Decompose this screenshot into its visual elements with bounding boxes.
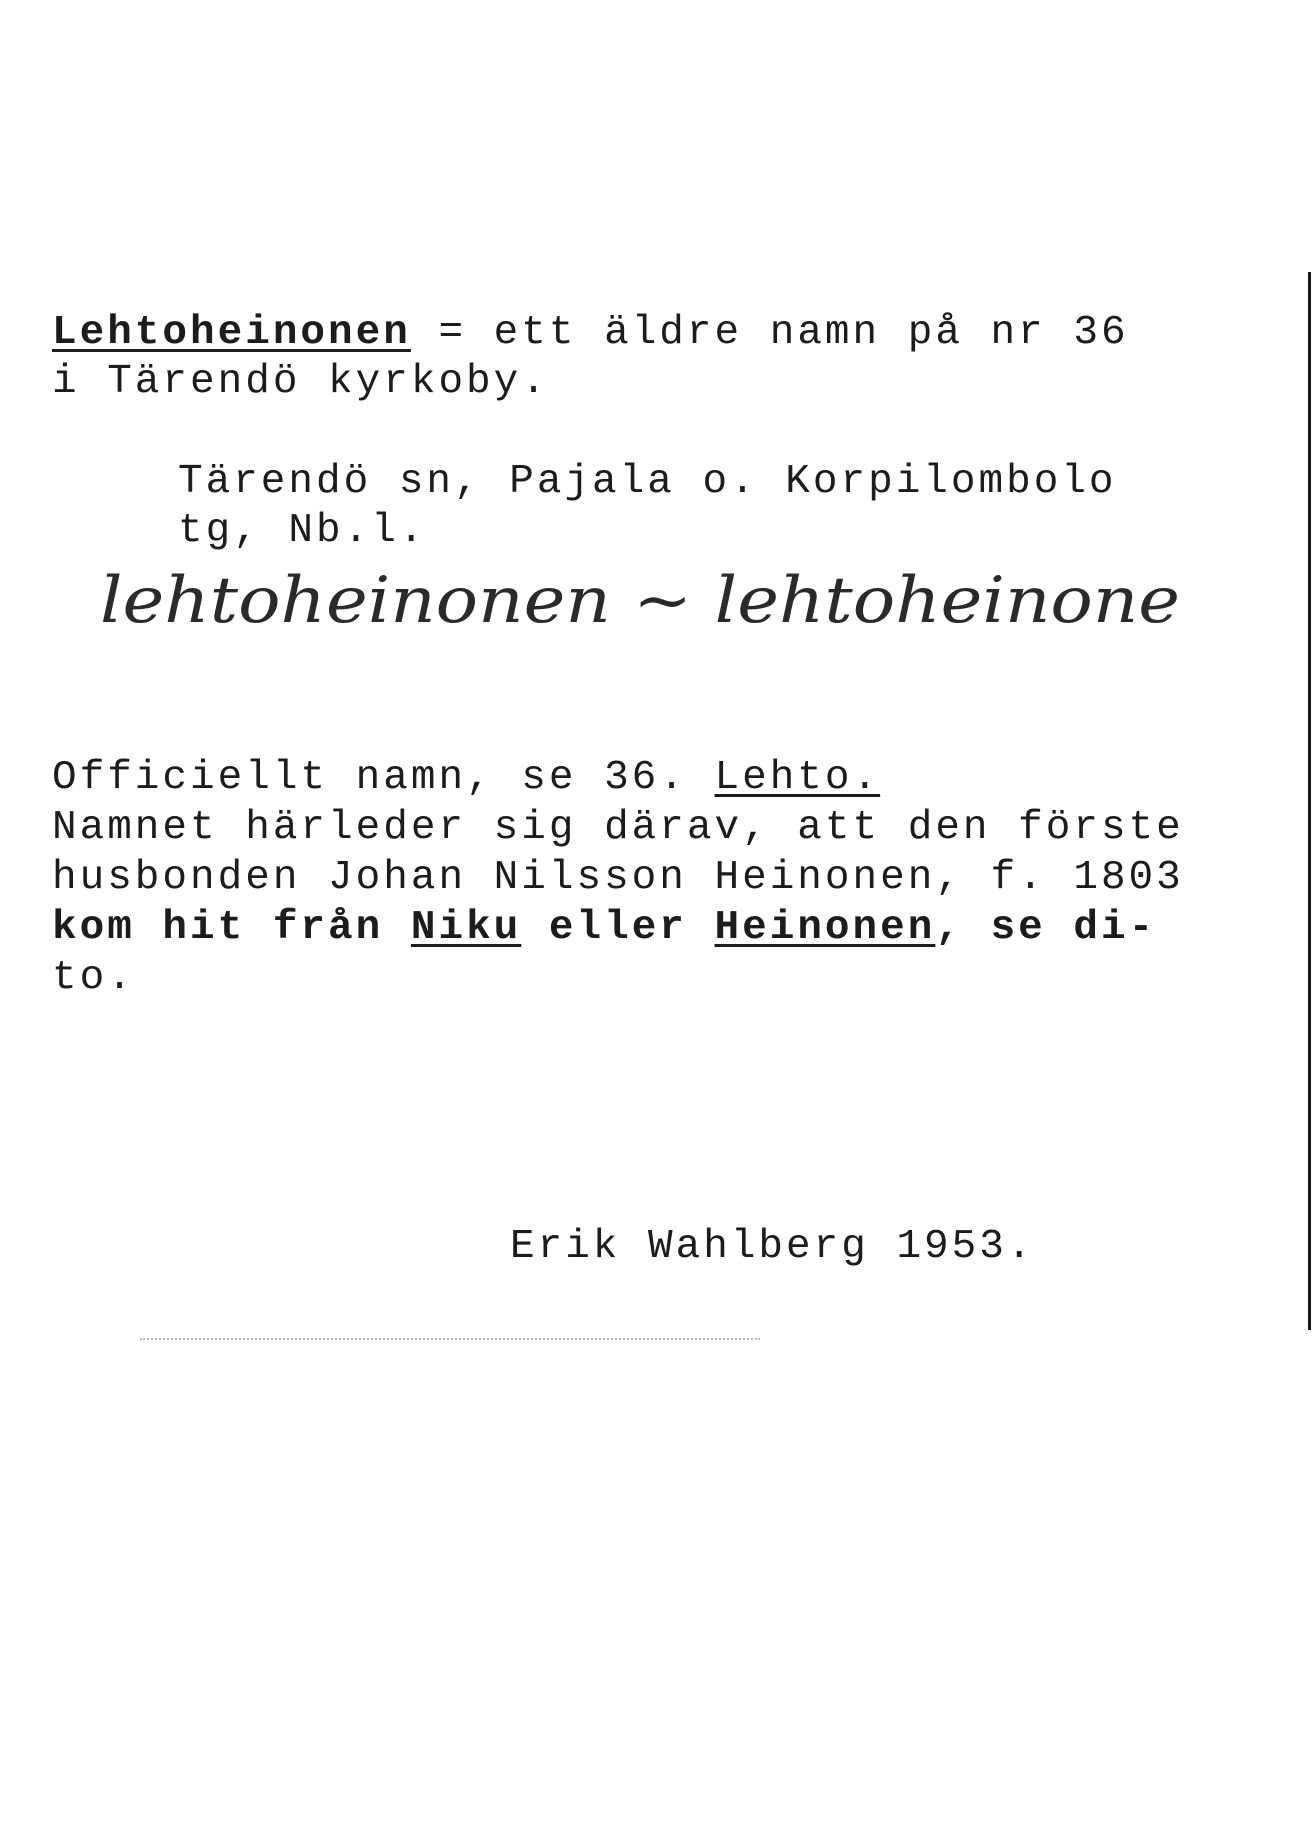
body-line-5: to. (52, 955, 135, 1001)
location-line-1: Tärendö sn, Pajala o. Korpilombolo (178, 459, 1117, 505)
card-edge-bottom (140, 1338, 760, 1340)
official-name-link: Lehto. (714, 755, 881, 801)
body-line-2: Namnet härleder sig därav, att den förste (52, 805, 1184, 851)
official-name-text: Officiellt namn, se 36. (52, 755, 715, 801)
card-edge-right (1308, 272, 1311, 1330)
body-line-3: husbonden Johan Nilsson Heinonen, f. 1803 (52, 855, 1184, 901)
entry-header-line-1 (52, 309, 1129, 357)
entry-header-line-2: i Tärendö kyrkoby. (52, 359, 549, 405)
headword: Lehtoheinonen (52, 310, 411, 356)
origin-link-heinonen: Heinonen (714, 905, 936, 951)
body-line-1 (52, 754, 880, 802)
handwritten-name-variants: lehtoheinonen ~ lehtoheinone (100, 564, 1180, 638)
origin-link-niku: Niku (410, 905, 522, 951)
location-line-2: tg, Nb.l. (178, 508, 427, 554)
header-definition: = ett äldre namn på nr 36 (410, 310, 1129, 356)
origin-reference: , se di- (935, 905, 1157, 951)
handwritten-annotation (100, 548, 1190, 658)
body-line-4 (52, 904, 1156, 952)
origin-conjunction: eller (521, 905, 715, 951)
author-signature: Erik Wahlberg 1953. (510, 1224, 1035, 1270)
origin-text: kom hit från (52, 905, 411, 951)
